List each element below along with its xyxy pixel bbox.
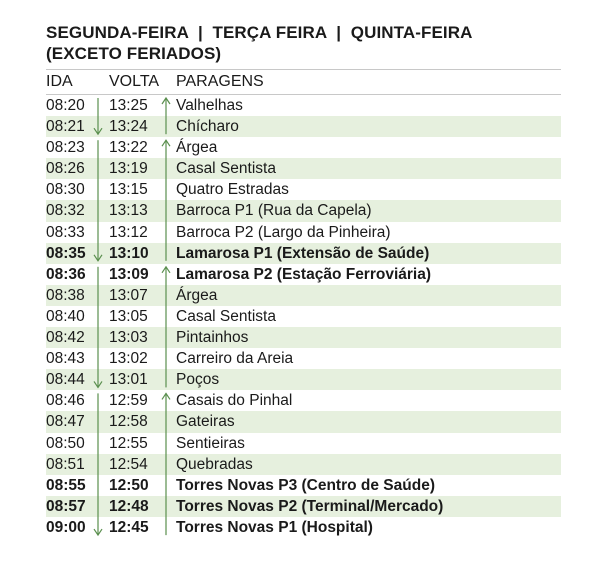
- table-row: [46, 264, 561, 285]
- ida-time: 08:32: [46, 202, 85, 220]
- stop-name: Gateiras: [176, 413, 235, 431]
- table-row: [46, 116, 561, 137]
- schedule-days-title: SEGUNDA-FEIRA | TERÇA FEIRA | QUINTA-FEIRA: [46, 23, 473, 42]
- stop-name: Quatro Estradas: [176, 181, 289, 199]
- table-row: [46, 327, 561, 348]
- column-header-ida: IDA: [46, 73, 73, 90]
- stop-name: Poços: [176, 371, 220, 389]
- ida-time: 08:26: [46, 160, 85, 178]
- stop-name: Barroca P2 (Largo da Pinheira): [176, 223, 391, 241]
- volta-time: 12:48: [109, 497, 149, 515]
- table-row: [46, 517, 561, 538]
- ida-time: 08:38: [46, 286, 85, 304]
- volta-time: 13:15: [109, 181, 148, 199]
- ida-time: 08:20: [46, 97, 85, 114]
- volta-time: 13:13: [109, 202, 148, 220]
- ida-time: 09:00: [46, 518, 86, 536]
- volta-time: 13:07: [109, 286, 148, 304]
- ida-time: 08:46: [46, 392, 85, 410]
- table-row: [46, 348, 561, 369]
- timetable: [46, 22, 561, 538]
- table-row: [46, 243, 561, 264]
- stop-name: Sentieiras: [176, 434, 245, 452]
- stop-name: Chícharo: [176, 118, 239, 136]
- ida-time: 08:55: [46, 476, 86, 494]
- stop-name: Lamarosa P2 (Estação Ferroviária): [176, 265, 432, 283]
- volta-time: 13:24: [109, 118, 148, 136]
- ida-time: 08:30: [46, 181, 85, 199]
- table-row: [46, 454, 561, 475]
- stop-name: Lamarosa P1 (Extensão de Saúde): [176, 244, 430, 262]
- volta-time: 13:09: [109, 265, 149, 283]
- volta-time: 13:03: [109, 329, 148, 347]
- column-header-volta: VOLTA: [109, 73, 160, 90]
- stop-name: Carreiro da Areia: [176, 350, 294, 368]
- volta-time: 13:25: [109, 97, 148, 114]
- stop-name: Casal Sentista: [176, 307, 276, 325]
- ida-time: 08:35: [46, 244, 86, 262]
- stop-name: Quebradas: [176, 455, 253, 473]
- ida-time: 08:23: [46, 139, 85, 157]
- stop-name: Pintainhos: [176, 329, 249, 347]
- volta-time: 13:22: [109, 139, 148, 157]
- stop-name: Valhelhas: [176, 97, 243, 114]
- table-row: [46, 496, 561, 517]
- table-row: [46, 306, 561, 327]
- schedule-exception-note: (EXCETO FERIADOS): [46, 44, 222, 63]
- table-row: [46, 475, 561, 496]
- table-row: [46, 179, 561, 200]
- stop-name: Árgea: [176, 139, 218, 157]
- ida-time: 08:51: [46, 455, 85, 473]
- ida-time: 08:42: [46, 329, 85, 347]
- table-row: [46, 390, 561, 411]
- volta-time: 12:58: [109, 413, 148, 431]
- volta-time: 12:59: [109, 392, 148, 410]
- stops-table-body: [46, 95, 561, 538]
- stop-name: Torres Novas P3 (Centro de Saúde): [176, 476, 435, 494]
- table-row: [46, 433, 561, 454]
- volta-time: 12:50: [109, 476, 149, 494]
- table-row: [46, 222, 561, 243]
- ida-time: 08:57: [46, 497, 86, 515]
- ida-time: 08:50: [46, 434, 85, 452]
- column-header-row: [46, 69, 561, 95]
- table-row: [46, 158, 561, 179]
- ida-time: 08:47: [46, 413, 85, 431]
- table-row: [46, 200, 561, 221]
- ida-time: 08:44: [46, 371, 85, 389]
- ida-time: 08:21: [46, 118, 85, 136]
- table-row: [46, 285, 561, 306]
- table-row: [46, 137, 561, 158]
- table-row: [46, 411, 561, 432]
- ida-time: 08:36: [46, 265, 86, 283]
- stop-name: Barroca P1 (Rua da Capela): [176, 202, 372, 220]
- ida-time: 08:40: [46, 307, 85, 325]
- volta-time: 13:05: [109, 307, 148, 325]
- table-row: [46, 95, 561, 116]
- stop-name: Casais do Pinhal: [176, 392, 293, 410]
- column-header-paragens: PARAGENS: [176, 73, 264, 90]
- stop-name: Casal Sentista: [176, 160, 276, 178]
- ida-time: 08:43: [46, 350, 85, 368]
- volta-time: 13:01: [109, 371, 148, 389]
- stop-name: Torres Novas P2 (Terminal/Mercado): [176, 497, 444, 515]
- volta-time: 13:02: [109, 350, 148, 368]
- volta-time: 12:54: [109, 455, 148, 473]
- volta-time: 12:55: [109, 434, 148, 452]
- volta-time: 13:19: [109, 160, 148, 178]
- stop-name: Torres Novas P1 (Hospital): [176, 518, 373, 536]
- volta-time: 13:12: [109, 223, 148, 241]
- table-row: [46, 369, 561, 390]
- volta-time: 13:10: [109, 244, 149, 262]
- volta-time: 12:45: [109, 518, 149, 536]
- ida-time: 08:33: [46, 223, 85, 241]
- stop-name: Árgea: [176, 286, 218, 304]
